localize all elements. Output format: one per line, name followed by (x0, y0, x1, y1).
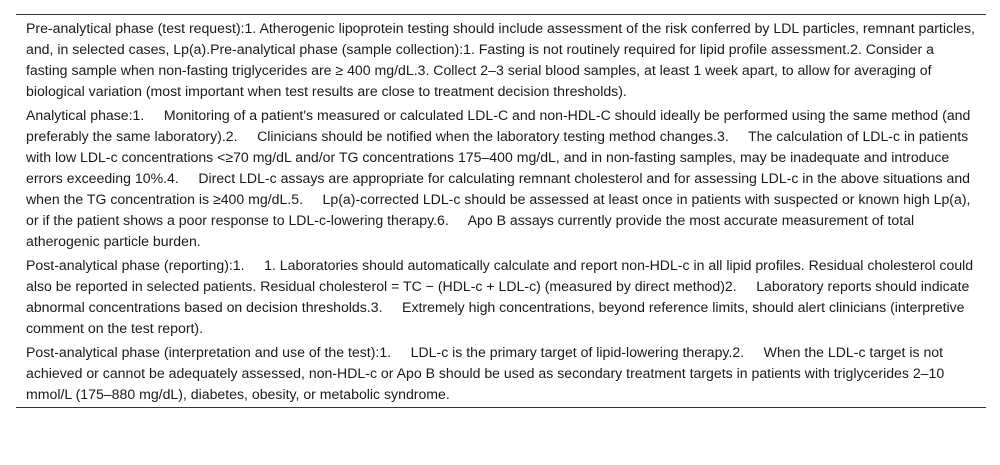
table-row (16, 341, 986, 408)
recommendations-table-container (16, 14, 986, 408)
table-cell-analytical: Analytical phase:1. Monitoring of a patient's measured or calculated LDL-C and non-HDL-C should ideally be performed using the same method (and preferably the same laboratory).2. Clinicians should be notified when the laboratory testing method changes.3. The calculation of LDL-c in patients with low LDL-c concentrations <≥70 mg/dL and/or TG concentrations 175–400 mg/dL, and in non-fasting samples, may be inadequate and introduce errors exceeding 10%.4. Direct LDL-c assays are appropriate for calculating remnant cholesterol and for assessing LDL-c in the above situations and when the TG concentration is ≥400 mg/dL.5. Lp(a)-corrected LDL-c should be assessed at least once in patients with suspected or known high Lp(a), or if the patient shows a poor response to LDL-c-lowering therapy.6. Apo B assays currently provide the most accurate measurement of total atherogenic particle burden. (26, 107, 975, 249)
table-row (16, 15, 986, 105)
recommendations-table (16, 14, 986, 408)
table-cell-post-analytical-reporting: Post-analytical phase (reporting):1. 1. Laboratories should automatically calculate and report non-HDL-c in all lipid profiles. Residual cholesterol could also be reported in selected patients. Residual cholesterol = TC − (HDL-c + LDL-c) (measured by direct method)2. Laboratory reports should indicate abnormal concentrations based on decision thresholds.3. Extremely high concentrations, beyond reference limits, should alert clinicians (interpretive comment on the test report). (26, 257, 978, 336)
table-row (16, 254, 986, 341)
table-row (16, 104, 986, 254)
table-cell-pre-analytical: Pre-analytical phase (test request):1. Atherogenic lipoprotein testing should include assessment of the risk conferred by LDL particles, remnant particles, and, in selected cases, Lp(a).Pre-analytical phase (sample collection):1. Fasting is not routinely required for lipid profile assessment.2. Consider a fasting sample when non-fasting triglycerides are ≥ 400 mg/dL.3. Collect 2–3 serial blood samples, at least 1 week apart, to allow for averaging of biological variation (most important when test results are close to treatment decision thresholds). (16, 15, 986, 105)
table-cell-post-analytical-interpretation: Post-analytical phase (interpretation and use of the test):1. LDL-c is the primary target of lipid-lowering therapy.2. When the LDL-c target is not achieved or cannot be adequately assessed, non-HDL-c or Apo B should be used as secondary treatment targets in patients with triglycerides 2–10 mmol/L (175–880 mg/dL), diabetes, obesity, or metabolic syndrome. (16, 341, 986, 408)
